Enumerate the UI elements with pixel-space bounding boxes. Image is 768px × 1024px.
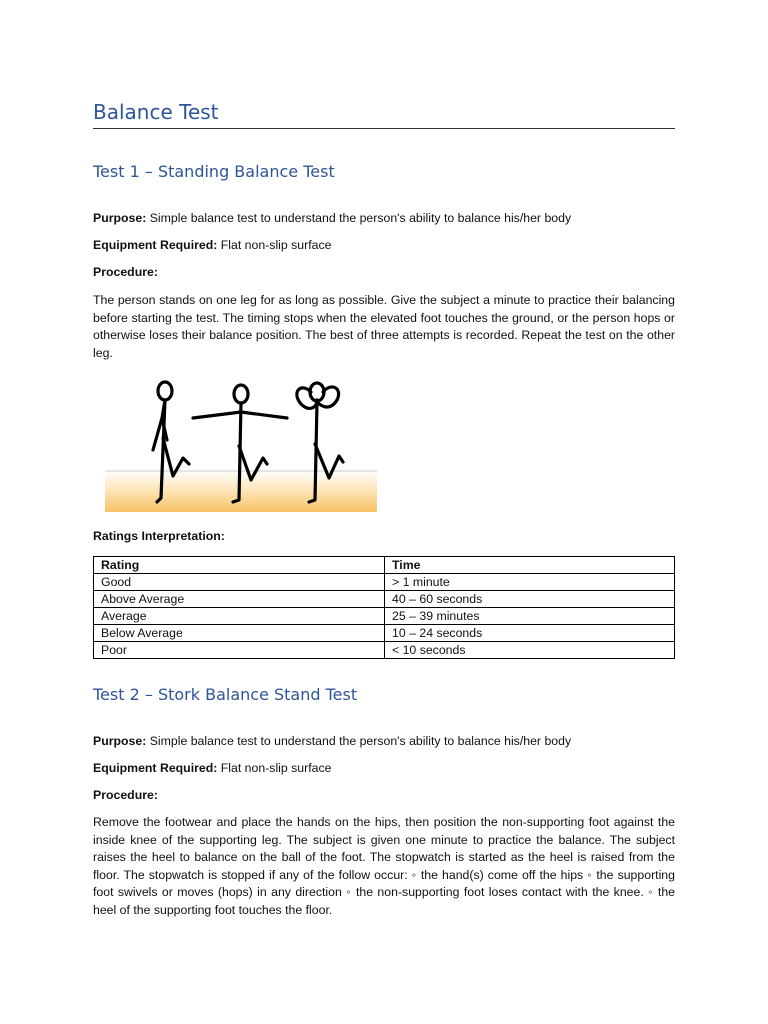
table-header-rating: Rating [94,557,385,574]
page-title: Balance Test [93,100,675,129]
test1-heading: Test 1 – Standing Balance Test [93,162,335,181]
table-row [94,574,675,591]
table-cell-rating: Good [94,574,385,591]
purpose-label: Purpose: [93,211,147,225]
table-cell-time: 40 – 60 seconds [385,591,675,608]
test2-equipment [93,760,675,778]
ratings-table [93,556,675,659]
table-row [94,625,675,642]
purpose-text: Simple balance test to understand the person's ability to balance his/her body [149,734,572,748]
table-row [94,608,675,625]
table-cell-time: < 10 seconds [385,642,675,659]
purpose-text: Simple balance test to understand the person's ability to balance his/her body [149,211,572,225]
table-cell-rating: Poor [94,642,385,659]
table-cell-time: 25 – 39 minutes [385,608,675,625]
table-header-time: Time [385,557,675,574]
test2-procedure-label: Procedure: [93,788,158,802]
equipment-text: Flat non-slip surface [220,761,332,775]
table-cell-rating: Average [94,608,385,625]
table-header-row [94,557,675,574]
table-row [94,642,675,659]
table-cell-rating: Above Average [94,591,385,608]
test1-procedure-label: Procedure: [93,265,158,279]
table-cell-time: > 1 minute [385,574,675,591]
test1-procedure-text: The person stands on one leg for as long as possible. Give the subject a minute to practice their balancing before starting the test. The timing stops when the elevated foot touches the ground, or the person hops or otherwise loses their balance position. The best of three attempts is recorded. Repeat the test on the other leg. [93,293,675,360]
test2-procedure-text: Remove the footwear and place the hands on the hips, then position the non-supporting foot against the inside knee of the supporting leg. The subject is given one minute to practice the balance. The subject raises the heel to balance on the ball of the foot. The stopwatch is started as the heel is raised from the floor. The stopwatch is stopped if any of the follow occur: ◦ the hand(s) come off the hips ◦ the supporting foot swivels or moves (hops) in any direction ◦ the non-supporting foot loses contact with the knee. ◦ the heel of the supporting foot touches the floor. [93,815,675,917]
table-cell-rating: Below Average [94,625,385,642]
test1-equipment [93,237,675,255]
purpose-label: Purpose: [93,734,147,748]
table-row [94,591,675,608]
table-cell-time: 10 – 24 seconds [385,625,675,642]
equipment-text: Flat non-slip surface [220,238,332,252]
ratings-interpretation-label: Ratings Interpretation: [93,529,225,543]
balance-stick-figures-image [105,378,377,512]
test1-purpose [93,210,675,228]
equipment-label: Equipment Required: [93,238,218,252]
test2-purpose [93,733,675,751]
equipment-label: Equipment Required: [93,761,218,775]
test2-heading: Test 2 – Stork Balance Stand Test [93,685,358,704]
